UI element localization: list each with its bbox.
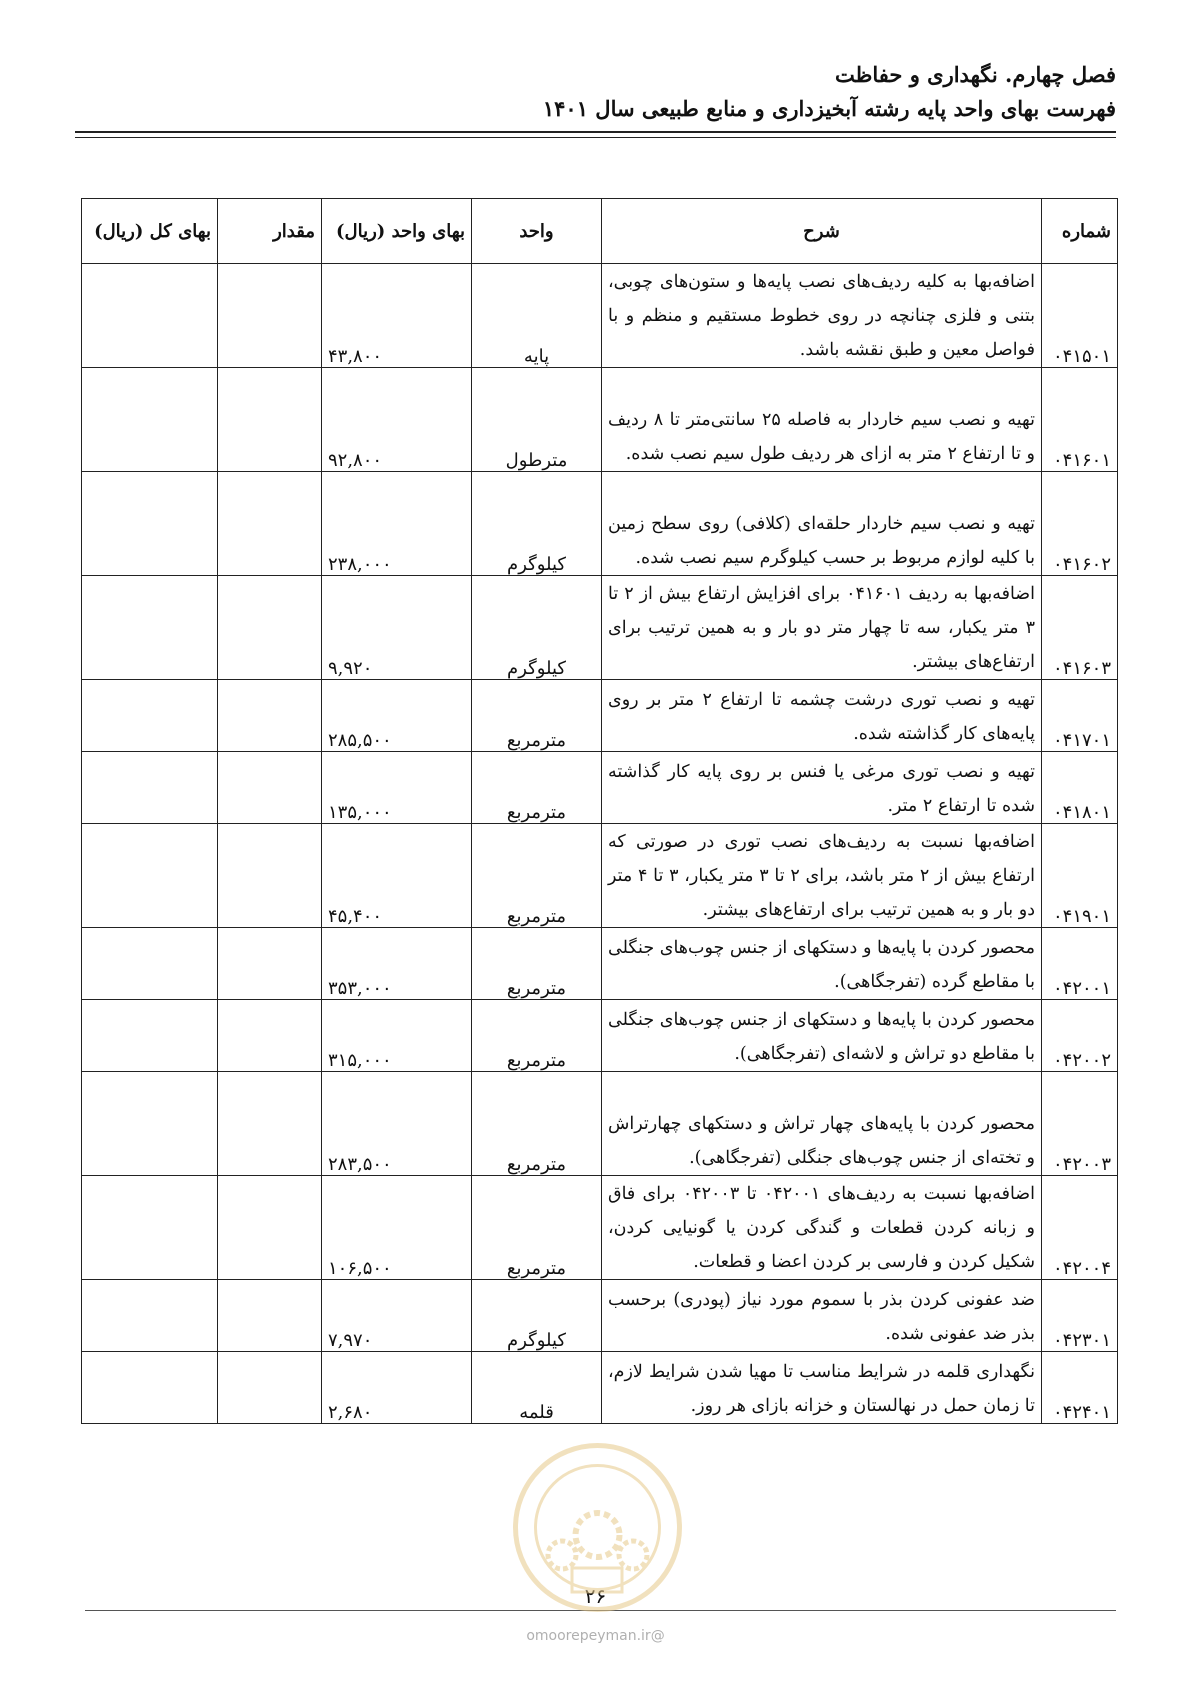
row-unit: مترطول (472, 368, 602, 472)
row-description: اضافه‌بها نسبت به ردیف‌های ۰۴۲۰۰۱ تا ۰۴۲۰۰۳ برای فاق و زبانه کردن قطعات و گندگی کردن یا گونیایی کردن، شکیل کردن و فارسی بر کردن اعضا و قطعات. (602, 1176, 1042, 1280)
row-unit: کیلوگرم (472, 1280, 602, 1352)
row-quantity (218, 472, 322, 576)
row-total-price (82, 264, 218, 368)
row-unit-price: ۴۳,۸۰۰ (322, 264, 472, 368)
row-quantity (218, 1176, 322, 1280)
table-row (82, 1072, 1118, 1176)
row-code: ۰۴۲۳۰۱ (1042, 1280, 1118, 1352)
row-unit-price: ۷,۹۷۰ (322, 1280, 472, 1352)
row-total-price (82, 1072, 218, 1176)
row-unit-price: ۳۵۳,۰۰۰ (322, 928, 472, 1000)
row-unit: مترمربع (472, 752, 602, 824)
table-row (82, 472, 1118, 576)
table-row (82, 680, 1118, 752)
header-rule-thin (75, 137, 1116, 138)
price-list-table (81, 198, 1118, 1424)
table-row (82, 576, 1118, 680)
row-unit-price: ۱۳۵,۰۰۰ (322, 752, 472, 824)
column-header-number: شماره (1042, 199, 1118, 264)
row-description: نگهداری قلمه در شرایط مناسب تا مهیا شدن شرایط لازم، تا زمان حمل در نهالستان و خزانه بازای هر روز. (602, 1352, 1042, 1424)
row-quantity (218, 1000, 322, 1072)
footer-rule (85, 1610, 1116, 1611)
table-row (82, 928, 1118, 1000)
page-number: ۲۶ (584, 1584, 607, 1608)
row-code: ۰۴۲۴۰۱ (1042, 1352, 1118, 1424)
row-total-price (82, 1280, 218, 1352)
row-code: ۰۴۱۷۰۱ (1042, 680, 1118, 752)
row-quantity (218, 752, 322, 824)
row-description: ضد عفونی کردن بذر با سموم مورد نیاز (پودری) برحسب بذر ضد عفونی شده. (602, 1280, 1042, 1352)
column-header-unit: واحد (472, 199, 602, 264)
table-row (82, 1176, 1118, 1280)
chapter-title: فصل چهارم. نگهداری و حفاظت (835, 62, 1116, 87)
row-quantity (218, 1280, 322, 1352)
row-unit: کیلوگرم (472, 576, 602, 680)
row-code: ۰۴۱۹۰۱ (1042, 824, 1118, 928)
row-quantity (218, 1352, 322, 1424)
row-code: ۰۴۱۵۰۱ (1042, 264, 1118, 368)
header-rule-thick (75, 131, 1116, 133)
table-body (82, 264, 1118, 1424)
table-row (82, 1280, 1118, 1352)
row-unit-price: ۹۲,۸۰۰ (322, 368, 472, 472)
row-unit-price: ۱۰۶,۵۰۰ (322, 1176, 472, 1280)
table-row (82, 368, 1118, 472)
row-total-price (82, 368, 218, 472)
row-unit: مترمربع (472, 680, 602, 752)
row-description: اضافه‌بها نسبت به ردیف‌های نصب توری در صورتی که ارتفاع بیش از ۲ متر باشد، برای ۲ تا ۳ متر یکبار، ۳ تا ۴ متر دو بار و به همین ترتیب برای ارتفاع‌های بیشتر. (602, 824, 1042, 928)
row-quantity (218, 576, 322, 680)
table-row (82, 1000, 1118, 1072)
row-total-price (82, 472, 218, 576)
row-total-price (82, 1352, 218, 1424)
row-quantity (218, 368, 322, 472)
row-quantity (218, 928, 322, 1000)
row-code: ۰۴۱۸۰۱ (1042, 752, 1118, 824)
row-unit: مترمربع (472, 824, 602, 928)
row-total-price (82, 680, 218, 752)
row-unit: کیلوگرم (472, 472, 602, 576)
row-description: اضافه‌بها به ردیف ۰۴۱۶۰۱ برای افزایش ارتفاع بیش از ۲ تا ۳ متر یکبار، سه تا چهار متر دو بار و به همین ترتیب برای ارتفاع‌های بیشتر. (602, 576, 1042, 680)
row-code: ۰۴۱۶۰۳ (1042, 576, 1118, 680)
column-header-description: شرح (602, 199, 1042, 264)
row-total-price (82, 752, 218, 824)
row-unit-price: ۳۱۵,۰۰۰ (322, 1000, 472, 1072)
row-total-price (82, 1000, 218, 1072)
table-row (82, 752, 1118, 824)
row-description: محصور کردن با پایه‌ها و دستکهای از جنس چوب‌های جنگلی با مقاطع دو تراش و لاشه‌ای (تفرجگاهی). (602, 1000, 1042, 1072)
row-unit-price: ۹,۹۲۰ (322, 576, 472, 680)
row-description: تهیه و نصب سیم خاردار حلقه‌ای (کلافی) روی سطح زمین با کلیه لوازم مربوط بر حسب کیلوگرم سیم نصب شده. (602, 472, 1042, 576)
row-total-price (82, 824, 218, 928)
row-unit-price: ۲۳۸,۰۰۰ (322, 472, 472, 576)
row-unit: مترمربع (472, 1176, 602, 1280)
row-unit-price: ۲۸۳,۵۰۰ (322, 1072, 472, 1176)
row-unit: پایه (472, 264, 602, 368)
row-unit: مترمربع (472, 1072, 602, 1176)
row-description: تهیه و نصب توری درشت چشمه تا ارتفاع ۲ متر بر روی پایه‌های کار گذاشته شده. (602, 680, 1042, 752)
row-quantity (218, 1072, 322, 1176)
row-code: ۰۴۲۰۰۳ (1042, 1072, 1118, 1176)
page-header (66, 58, 1116, 126)
watermark-text: @omoorepeyman.ir (526, 1628, 665, 1644)
row-description: محصور کردن با پایه‌ها و دستکهای از جنس چوب‌های جنگلی با مقاطع گرده (تفرجگاهی). (602, 928, 1042, 1000)
row-unit: مترمربع (472, 928, 602, 1000)
row-total-price (82, 576, 218, 680)
table-row (82, 824, 1118, 928)
row-code: ۰۴۲۰۰۲ (1042, 1000, 1118, 1072)
row-unit: مترمربع (472, 1000, 602, 1072)
row-unit: قلمه (472, 1352, 602, 1424)
row-code: ۰۴۲۰۰۱ (1042, 928, 1118, 1000)
table-row (82, 264, 1118, 368)
column-header-unit-price: بهای واحد (ریال) (322, 199, 472, 264)
row-code: ۰۴۲۰۰۴ (1042, 1176, 1118, 1280)
row-quantity (218, 680, 322, 752)
row-description: تهیه و نصب توری مرغی یا فنس بر روی پایه کار گذاشته شده تا ارتفاع ۲ متر. (602, 752, 1042, 824)
row-code: ۰۴۱۶۰۲ (1042, 472, 1118, 576)
row-quantity (218, 824, 322, 928)
column-header-total-price: بهای کل (ریال) (82, 199, 218, 264)
row-total-price (82, 1176, 218, 1280)
table-row (82, 1352, 1118, 1424)
row-unit-price: ۲۸۵,۵۰۰ (322, 680, 472, 752)
row-unit-price: ۲,۶۸۰ (322, 1352, 472, 1424)
row-quantity (218, 264, 322, 368)
table-header-row (82, 199, 1118, 264)
document-subtitle: فهرست بهای واحد پایه رشته آبخیزداری و منابع طبیعی سال ۱۴۰۱ (542, 96, 1116, 121)
row-total-price (82, 928, 218, 1000)
row-description: تهیه و نصب سیم خاردار به فاصله ۲۵ سانتی‌متر تا ۸ ردیف و تا ارتفاع ۲ متر به ازای هر ردیف طول سیم نصب شده. (602, 368, 1042, 472)
row-description: اضافه‌بها به کلیه ردیف‌های نصب پایه‌ها و ستون‌های چوبی، بتنی و فلزی چنانچه در روی خطوط مستقیم و منظم و با فواصل معین و طبق نقشه باشد. (602, 264, 1042, 368)
row-unit-price: ۴۵,۴۰۰ (322, 824, 472, 928)
row-description: محصور کردن با پایه‌های چهار تراش و دستکهای چهارتراش و تخته‌ای از جنس چوب‌های جنگلی (تفرجگاهی). (602, 1072, 1042, 1176)
row-code: ۰۴۱۶۰۱ (1042, 368, 1118, 472)
column-header-quantity: مقدار (218, 199, 322, 264)
